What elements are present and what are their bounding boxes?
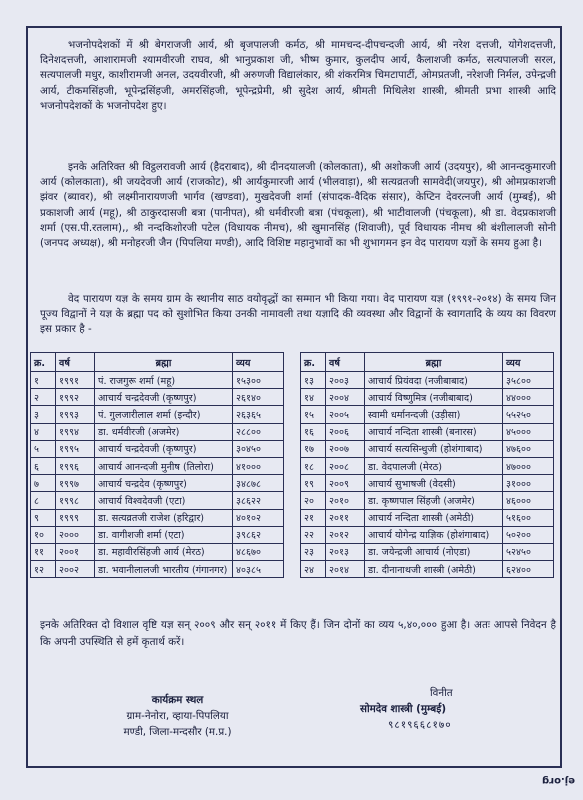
row-brahma: स्वामी धर्मानन्दजी (उड़ीसा) — [365, 406, 503, 423]
row-year: २०११ — [326, 509, 365, 526]
row-expense: ४१००० — [233, 457, 284, 474]
table-row — [31, 526, 284, 543]
table-row — [301, 526, 554, 543]
row-brahma: आचार्य विष्णुमित्र (नजीबाबाद) — [365, 389, 503, 406]
row-year: २००७ — [326, 440, 365, 457]
row-brahma: डा. महावीरसिंहजी आर्य (मेरठ) — [95, 543, 233, 560]
row-expense: ५५२५० — [503, 406, 554, 423]
header-year: वर्ष — [56, 353, 95, 372]
row-expense: २६३६५ — [233, 406, 284, 423]
row-num: १६ — [301, 423, 326, 440]
row-num: १५ — [301, 406, 326, 423]
row-num: १९ — [301, 475, 326, 492]
row-expense: १५३०० — [233, 372, 284, 389]
table-row — [301, 423, 554, 440]
row-num: १८ — [301, 457, 326, 474]
corner-watermark: ej.org — [542, 775, 575, 786]
row-num: ७ — [31, 475, 56, 492]
table-row — [31, 423, 284, 440]
signature-label: विनीत — [430, 687, 453, 699]
table-row — [301, 509, 554, 526]
row-year: २००० — [56, 526, 95, 543]
header-year: वर्ष — [326, 353, 365, 372]
row-num: १३ — [301, 372, 326, 389]
row-year: १९९५ — [56, 440, 95, 457]
row-brahma: आचार्य योगेन्द्र याज्ञिक (होशंगाबाद) — [365, 526, 503, 543]
table-row — [31, 372, 284, 389]
row-num: २२ — [301, 526, 326, 543]
row-year: २००४ — [326, 389, 365, 406]
row-year: २००१ — [56, 543, 95, 560]
row-num: ५ — [31, 440, 56, 457]
row-brahma: डा. भवानीलालजी भारतीय (गंगानगर) — [95, 561, 233, 578]
row-year: १९९६ — [56, 457, 95, 474]
table-header-row — [301, 353, 554, 372]
row-num: ११ — [31, 543, 56, 560]
table-row — [301, 440, 554, 457]
row-brahma: डा. जयेन्द्रजी आचार्य (नोएडा) — [365, 543, 503, 560]
row-year: १९९९ — [56, 509, 95, 526]
row-brahma: आचार्य चन्द्रदेवजी (कृष्णपुर) — [95, 389, 233, 406]
row-num: २४ — [301, 561, 326, 578]
row-num: ४ — [31, 423, 56, 440]
row-num: १७ — [301, 440, 326, 457]
venue-line-2: मण्डी, जिला-मन्दसौर (म.प्र.) — [123, 726, 232, 738]
row-num: ३ — [31, 406, 56, 423]
header-brahma: ब्रह्मा — [95, 353, 233, 372]
row-expense: ४४००० — [503, 389, 554, 406]
table-row — [301, 389, 554, 406]
row-num: १२ — [31, 561, 56, 578]
table-row — [301, 543, 554, 560]
row-expense: ५२४५० — [503, 543, 554, 560]
row-expense: ४०१०२ — [233, 509, 284, 526]
row-expense: ४८६७० — [233, 543, 284, 560]
row-num: २० — [301, 492, 326, 509]
signature-block — [360, 685, 545, 733]
brahma-table-right — [300, 352, 554, 578]
row-brahma: पं. गुलजारीलाल शर्मा (इन्दौर) — [95, 406, 233, 423]
header-brahma: ब्रह्मा — [365, 353, 503, 372]
table-row — [301, 561, 554, 578]
table-row — [31, 440, 284, 457]
row-num: २३ — [301, 543, 326, 560]
row-year: २०१२ — [326, 526, 365, 543]
row-num: १ — [31, 372, 56, 389]
row-year: २००२ — [56, 561, 95, 578]
row-num: २ — [31, 389, 56, 406]
row-num: ८ — [31, 492, 56, 509]
paragraph-yajna-intro: वेद पारायण यज्ञ के समय ग्राम के स्थानीय साठ वयोवृद्धों का सम्मान भी किया गया। वेद पारायण यज्ञ (१९९१-२०१४) के समय जिन पूज्य विद्वानों ने यज्ञ के ब्रह्मा पद को सुशोभित किया उनकी नामावली तथा यज्ञादि की व्यवस्था और विद्वानों के स्वागतादि के व्यय का विवरण इस प्रकार है - — [40, 293, 556, 336]
row-brahma: डा. कृष्णपाल सिंहजी (अजमेर) — [365, 492, 503, 509]
row-expense: ३८६२२ — [233, 492, 284, 509]
row-num: ९ — [31, 509, 56, 526]
row-year: २०१४ — [326, 561, 365, 578]
venue-title: कार्यक्रम स्थल — [151, 694, 204, 706]
row-year: २००३ — [326, 372, 365, 389]
header-expense: व्यय — [233, 353, 284, 372]
table-row — [31, 561, 284, 578]
row-brahma: आचार्य प्रियंवदा (नजीबाबाद) — [365, 372, 503, 389]
paragraph-bhajanopdeshak: भजनोपदेशकों में श्री बेगराजजी आर्य, श्री बृजपालजी कर्मठ, श्री मामचन्द-दीपचन्दजी आर्य, श्री नरेश दत्तजी, योगेशदत्तजी, दिनेशदत्तजी, आशारामजी श्यामवीरजी राघव, श्री भानुप्रकाश जी, भीष्म कुमार, कुलदीप आर्य, कैलाशजी कर्मठ, सत्यपालजी सरल, सत्यपालजी मधुर, काशीरामजी अनल, उदयवीरजी, श्री अरुणजी विद्यालंकार, श्री शंकरमित्र चिमटापार्टी, ओमप्रतजी, नरेशजी निर्मल, उपेन्द्रजी आर्य, टीकमसिंहजी, भूपेन्द्रसिंहजी, अमरसिंहजी, भूपेन्द्रप्रेमी, श्री सुदेश आर्य, श्रीमती मिथिलेश शास्त्री, श्रीमती प्रभा शास्त्री आदि भजनोपदेशकों के भजनोपदेश हुए। — [40, 39, 556, 112]
table-row — [31, 406, 284, 423]
table-row — [301, 372, 554, 389]
row-brahma: आचार्य नन्दिता शास्त्री (बनारस) — [365, 423, 503, 440]
row-year: २०१० — [326, 492, 365, 509]
paragraph-dignitaries: इनके अतिरिक्त श्री विट्ठलरावजी आर्य (हैदराबाद), श्री दीनदयालजी (कोलकाता), श्री अशोकजी आर्य (उदयपुर), श्री आनन्दकुमारजी आर्य (कोलकाता), श्री जयदेवजी आर्य (राजकोट), श्री आर्यकुमारजी आर्य (भीलवाड़ा), श्री सत्यव्रतजी सामवेदी(जयपुर), श्री ओमप्रकाशजी झंवर (ब्यावर), श्री लक्ष्मीनारायणजी भार्गव (खण्डवा), मुखदेवजी शर्मा (संपादक-वैदिक संसार), केप्टिन देवरत्नजी आर्य (मुम्बई), श्री प्रकाशजी आर्य (महू), श्री ठाकुरदासजी बत्रा (पानीपत), श्री धर्मवीरजी बत्रा (पंचकूला), श्री भाटीवालजी (पंचकूला), श्री डा. वेदप्रकाशजी शर्मा (एस.पी.रतलाम),, श्री नन्दकिशोरजी पटेल (विधायक नीमच), श्री खुमानसिंह (शिवाजी), पूर्व विधायक नीमच श्री बंशीलालजी सोनी (जनपद अध्यक्ष), श्री मनोहरजी जैन (पिपलिया मण्डी), आदि विशिष्ट महानुभावों का भी शुभागमन इन वेद पारायण यज्ञों के समय हुआ है। — [40, 161, 556, 250]
row-year: २०१३ — [326, 543, 365, 560]
row-expense: ४५००० — [503, 423, 554, 440]
signature-phone: ९८१९६६८१७० — [388, 719, 452, 731]
row-expense: २६१४० — [233, 389, 284, 406]
table-row — [31, 543, 284, 560]
row-expense: ४६००० — [503, 492, 554, 509]
table-row — [301, 457, 554, 474]
row-expense: ५१६०० — [503, 509, 554, 526]
row-num: १० — [31, 526, 56, 543]
row-year: १९९४ — [56, 423, 95, 440]
row-brahma: आचार्य चन्द्रदेव (कृष्णपुर) — [95, 475, 233, 492]
row-year: १९९३ — [56, 406, 95, 423]
row-year: १९९७ — [56, 475, 95, 492]
row-expense: ५०२०० — [503, 526, 554, 543]
row-brahma: डा. वेदपालजी (मेरठ) — [365, 457, 503, 474]
header-expense: व्यय — [503, 353, 554, 372]
row-year: १९९२ — [56, 389, 95, 406]
row-expense: ४०३८५ — [233, 561, 284, 578]
table-row — [301, 475, 554, 492]
row-brahma: आचार्य चन्द्रदेवजी (कृष्णपुर) — [95, 440, 233, 457]
venue-block — [85, 692, 270, 740]
row-expense: ४७००० — [503, 457, 554, 474]
table-row — [31, 509, 284, 526]
row-expense: ६२४०० — [503, 561, 554, 578]
header-num: क्र. — [301, 353, 326, 372]
brahma-table-left — [30, 352, 284, 578]
row-brahma: पं. राजगुरू शर्मा (महू) — [95, 372, 233, 389]
row-year: २००६ — [326, 423, 365, 440]
row-num: २१ — [301, 509, 326, 526]
row-brahma: आचार्य सुभाषजी (वेदसी) — [365, 475, 503, 492]
row-expense: ३०४५० — [233, 440, 284, 457]
row-brahma: डा. दीनानाथजी शास्त्री (अमेठी) — [365, 561, 503, 578]
row-year: २००५ — [326, 406, 365, 423]
row-brahma: आचार्य विश्वदेवजी (एटा) — [95, 492, 233, 509]
row-brahma: डा. वागीशजी शर्मा (एटा) — [95, 526, 233, 543]
table-row — [31, 475, 284, 492]
row-year: १९९१ — [56, 372, 95, 389]
row-expense: ३१००० — [503, 475, 554, 492]
table-row — [301, 492, 554, 509]
signature-name: सोमदेव शास्त्री (मुम्बई) — [360, 703, 447, 715]
row-year: २००८ — [326, 457, 365, 474]
paragraph-closing: इनके अतिरिक्त दो विशाल वृष्टि यज्ञ सन् २००९ और सन् २०११ में किए हैं। जिन दोनों का व्यय ५,४०,००० हुआ है। अतः आपसे निवेदन है कि अपनी उपस्थिति से हमें कृतार्थ करें। — [40, 619, 556, 648]
row-brahma: डा. धर्मवीरजी (अजमेर) — [95, 423, 233, 440]
row-year: १९९८ — [56, 492, 95, 509]
row-expense: ३५८०० — [503, 372, 554, 389]
row-expense: ४७६०० — [503, 440, 554, 457]
table-row — [31, 457, 284, 474]
table-row — [31, 492, 284, 509]
row-brahma: डा. सत्यव्रतजी राजेश (हरिद्वार) — [95, 509, 233, 526]
row-brahma: आचार्य नन्दिता शास्त्री (अमेठी) — [365, 509, 503, 526]
venue-line-1: ग्राम-नेनोरा, व्हाया-पिपलिया — [126, 710, 229, 722]
row-brahma: आचार्य आनन्दजी मुनीष (तिलोरा) — [95, 457, 233, 474]
row-expense: ३९८६२ — [233, 526, 284, 543]
row-num: ६ — [31, 457, 56, 474]
row-expense: ३४८७८ — [233, 475, 284, 492]
row-year: २००९ — [326, 475, 365, 492]
row-expense: २८८०० — [233, 423, 284, 440]
header-num: क्र. — [31, 353, 56, 372]
row-num: १४ — [301, 389, 326, 406]
table-header-row — [31, 353, 284, 372]
table-row — [31, 389, 284, 406]
table-row — [301, 406, 554, 423]
row-brahma: आचार्य सत्यसिन्धुजी (होशंगाबाद) — [365, 440, 503, 457]
